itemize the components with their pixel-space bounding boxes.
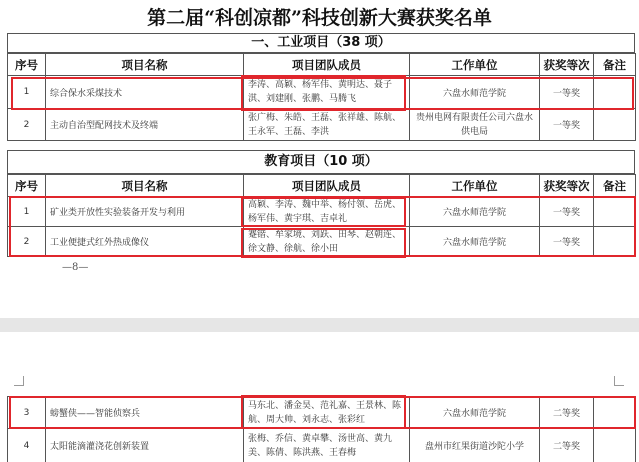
row-members: 张广梅、朱皓、王磊、张祥雄、陈航、王永军、王磊、李洪 xyxy=(244,109,410,141)
row-members: 张梅、乔信、黄卓攀、汤世高、黄九美、陈倩、陈洪燕、王春梅 xyxy=(244,429,410,462)
row-project-name: 太阳能滴灌浇花创新装置 xyxy=(46,429,244,462)
table-row xyxy=(8,109,636,141)
row-members: 李涛、高颖、杨军伟、黄明达、聂子淇、刘建刚、张鹏、马腾飞 xyxy=(244,76,410,109)
row-no: 2 xyxy=(8,109,46,141)
col-header-members: 项目团队成员 xyxy=(244,54,410,76)
row-project-name: 综合保水采煤技术 xyxy=(46,76,244,109)
row-award: 一等奖 xyxy=(540,76,594,109)
table-row xyxy=(8,429,636,462)
margin-mark xyxy=(614,376,624,386)
table-header-row xyxy=(8,175,636,197)
row-unit: 贵州电网有限责任公司六盘水供电局 xyxy=(410,109,540,141)
row-project-name: 矿业类开放性实验装备开发与利用 xyxy=(46,197,244,227)
row-note xyxy=(594,76,636,109)
col-header-note: 备注 xyxy=(594,175,636,197)
col-header-no: 序号 xyxy=(8,175,46,197)
row-members: 马东北、潘金昊、范礼嘉、王景林、陈航、周大帅、刘永志、张彩红 xyxy=(244,397,410,429)
row-project-name: 主动自治型配网技术及终端 xyxy=(46,109,244,141)
col-header-members: 项目团队成员 xyxy=(244,175,410,197)
row-unit: 六盘水师范学院 xyxy=(410,227,540,257)
row-unit: 盘州市红果街道沙陀小学 xyxy=(410,429,540,462)
col-header-note: 备注 xyxy=(594,54,636,76)
table-header-row xyxy=(8,54,636,76)
row-note xyxy=(594,227,636,257)
col-header-no: 序号 xyxy=(8,54,46,76)
education-table xyxy=(7,174,636,257)
section-heading-industry: 一、工业项目（38 项） xyxy=(7,33,635,53)
row-members: 高颖、李涛、魏中举、杨付领、岳虎、杨军伟、黄宇琪、吉卓礼 xyxy=(244,197,410,227)
row-unit: 六盘水师范学院 xyxy=(410,197,540,227)
row-note xyxy=(594,109,636,141)
col-header-award: 获奖等次 xyxy=(540,175,594,197)
row-note xyxy=(594,197,636,227)
row-award: 二等奖 xyxy=(540,429,594,462)
row-award: 一等奖 xyxy=(540,197,594,227)
row-award: 二等奖 xyxy=(540,397,594,429)
row-note xyxy=(594,429,636,462)
col-header-award: 获奖等次 xyxy=(540,54,594,76)
row-unit: 六盘水师范学院 xyxy=(410,76,540,109)
section-heading-education: 教育项目（10 项） xyxy=(7,150,635,174)
col-header-name: 项目名称 xyxy=(46,54,244,76)
row-award: 一等奖 xyxy=(540,227,594,257)
document-title: 第二届“科创凉都”科技创新大赛获奖名单 xyxy=(147,7,492,29)
row-award: 一等奖 xyxy=(540,109,594,141)
col-header-unit: 工作单位 xyxy=(410,175,540,197)
row-no: 3 xyxy=(8,397,46,429)
education-table-continued xyxy=(7,396,636,462)
row-no: 1 xyxy=(8,76,46,109)
col-header-unit: 工作单位 xyxy=(410,54,540,76)
row-no: 1 xyxy=(8,197,46,227)
row-members: 蹇锴、牟家境、刘跃、田琴、赵朝连、徐文静、徐航、徐小田 xyxy=(244,227,410,257)
page-break-gap xyxy=(0,318,639,332)
table-row xyxy=(8,197,636,227)
row-no: 2 xyxy=(8,227,46,257)
table-row xyxy=(8,397,636,429)
industry-table xyxy=(7,53,636,141)
margin-mark xyxy=(14,376,24,386)
page-number: —8— xyxy=(62,262,89,273)
row-no: 4 xyxy=(8,429,46,462)
row-unit: 六盘水师范学院 xyxy=(410,397,540,429)
row-project-name: 工业便捷式红外热成像仪 xyxy=(46,227,244,257)
table-row xyxy=(8,76,636,109)
table-row xyxy=(8,227,636,257)
col-header-name: 项目名称 xyxy=(46,175,244,197)
row-note xyxy=(594,397,636,429)
row-project-name: 螃蟹侠——智能侦察兵 xyxy=(46,397,244,429)
